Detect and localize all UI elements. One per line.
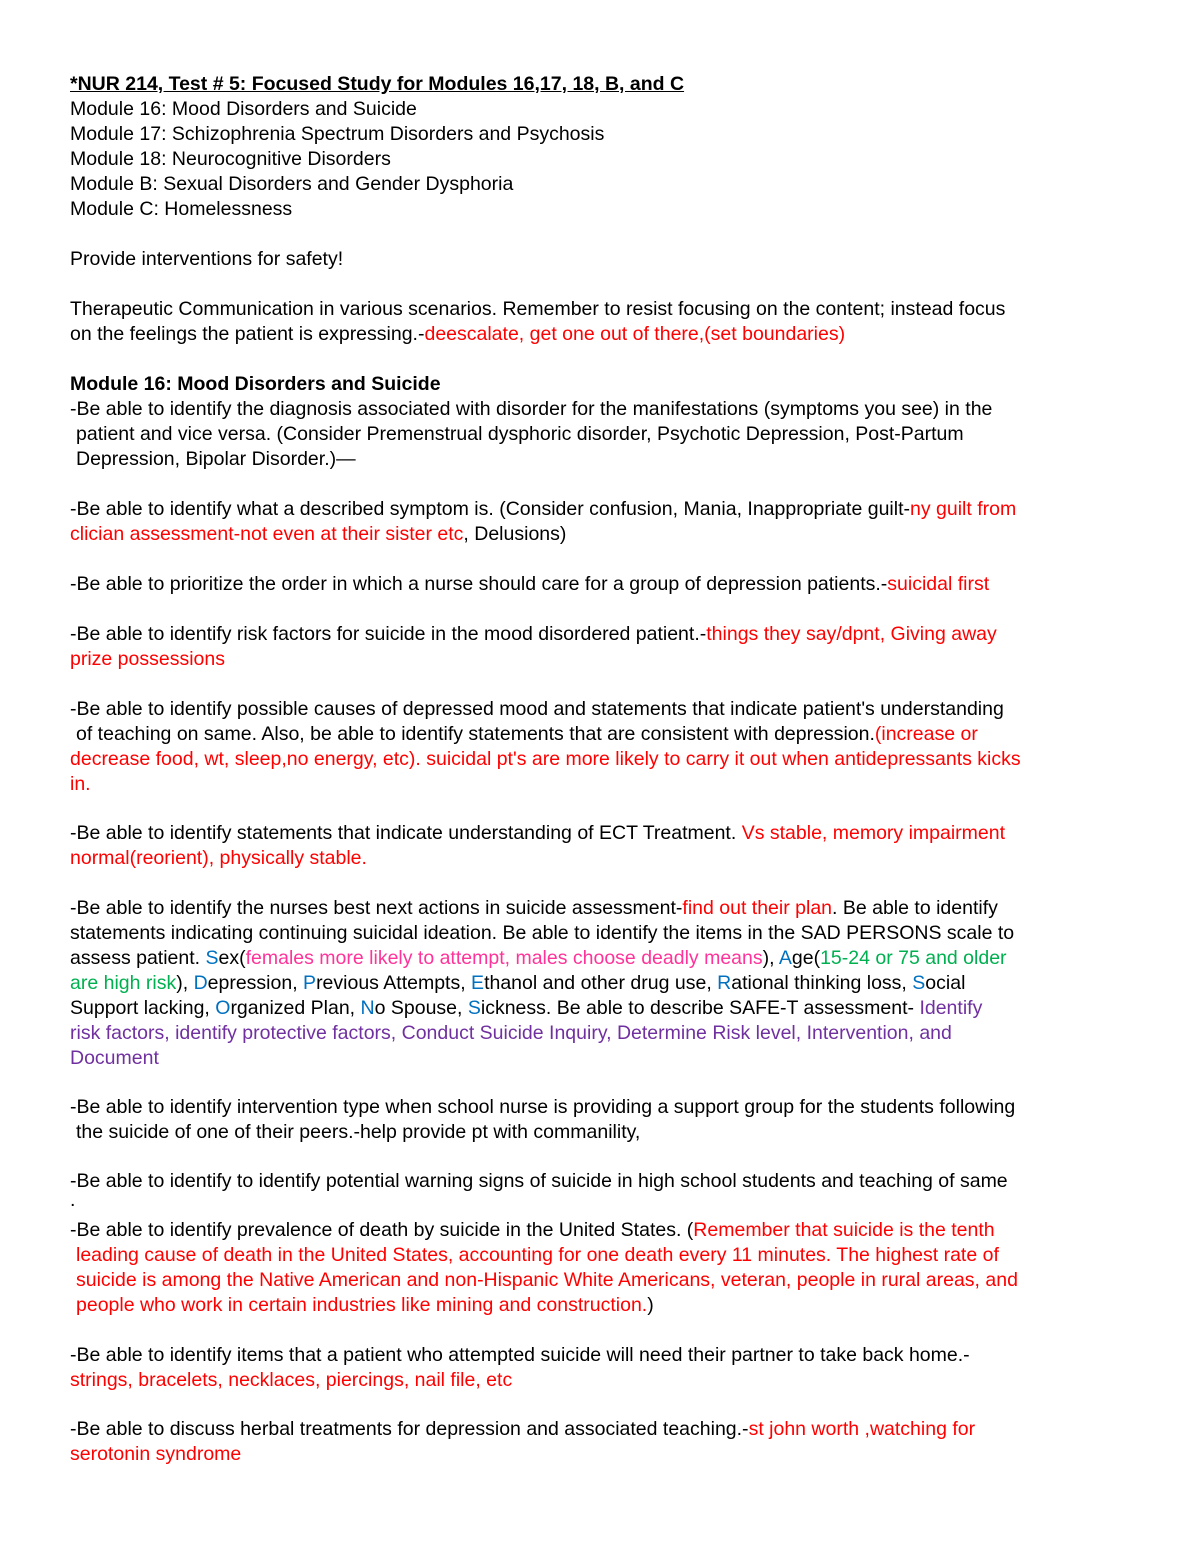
- answer-note: serotonin syndrome: [70, 1443, 242, 1465]
- answer-note: ny guilt from: [910, 498, 1017, 520]
- sad-persons-line: assess patient. Sex(females more likely to attempt, males choose deadly means), Age(15-24 or 75 and older: [70, 947, 1007, 969]
- module-list-item: Module 18: Neurocognitive Disorders: [70, 148, 391, 170]
- module-list-item: Module 17: Schizophrenia Spectrum Disorders and Psychosis: [70, 123, 605, 145]
- answer-note: Identify: [919, 997, 983, 1019]
- bullet-text: of teaching on same. Also, be able to identify statements that are consistent with depression.(increase or: [76, 723, 978, 745]
- module-list-item: Module B: Sexual Disorders and Gender Dysphoria: [70, 173, 514, 195]
- bullet-text: -Be able to identify intervention type when school nurse is providing a support group for the students following: [70, 1096, 1016, 1118]
- bullet-text: statements indicating continuing suicidal ideation. Be able to identify the items in the SAD PERSONS scale to: [70, 922, 1015, 944]
- answer-note: Vs stable, memory impairment: [736, 822, 1006, 844]
- answer-note: Document: [70, 1047, 159, 1069]
- answer-note: are high risk: [70, 972, 177, 994]
- answer-note: suicidal first: [887, 573, 990, 595]
- bullet-text: Depression, Bipolar Disorder.)—: [76, 448, 356, 470]
- communication-paragraph-line: on the feelings the patient is expressing.-deescalate, get one out of there,(set boundaries): [70, 323, 846, 345]
- answer-note: decrease food, wt, sleep,no energy, etc). suicidal pt's are more likely to carry it out when antidepressants kicks: [70, 748, 1021, 770]
- answer-note: people who work in certain industries like mining and construction.): [76, 1294, 654, 1316]
- bullet-text: -Be able to identify possible causes of depressed mood and statements that indicate patient's understanding: [70, 698, 1004, 720]
- answer-note: females more likely to attempt, males choose deadly means: [245, 947, 763, 969]
- bullet-text: the suicide of one of their peers.-help provide pt with commanility,: [76, 1121, 641, 1143]
- sad-persons-line: Support lacking, Organized Plan, No Spouse, Sickness. Be able to describe SAFE-T assessment- Identify: [70, 997, 983, 1019]
- safety-note: Provide interventions for safety!: [70, 248, 344, 270]
- answer-note: 15-24 or 75 and older: [820, 947, 1007, 969]
- answer-note: in.: [70, 773, 91, 795]
- bullet-text: -Be able to identify the nurses best next actions in suicide assessment-find out their plan. Be able to identify: [70, 897, 998, 919]
- communication-paragraph-line: Therapeutic Communication in various scenarios. Remember to resist focusing on the content; instead focus: [70, 298, 1006, 320]
- bullet-text: -Be able to identify risk factors for suicide in the mood disordered patient.-things they say/dpnt, Giving away: [70, 623, 997, 645]
- bullet-text: -Be able to identify to identify potential warning signs of suicide in high school students and teaching of same: [70, 1170, 1008, 1192]
- bullet-text: clician assessment-not even at their sister etc, Delusions): [70, 523, 567, 545]
- answer-note: find out their plan: [682, 897, 833, 919]
- bullet-text: patient and vice versa. (Consider Premenstrual dysphoric disorder, Psychotic Depression, Post-Partum: [76, 423, 964, 445]
- answer-note: (increase or: [874, 723, 978, 745]
- answer-note: prize possessions: [70, 648, 225, 670]
- bullet-text: -Be able to identify prevalence of death by suicide in the United States. (Remember that suicide is the tenth: [70, 1219, 995, 1241]
- answer-note: risk factors, identify protective factors, Conduct Suicide Inquiry, Determine Risk level, Intervention, and: [70, 1022, 952, 1044]
- module-list-item: Module 16: Mood Disorders and Suicide: [70, 98, 417, 120]
- answer-note: strings, bracelets, necklaces, piercings, nail file, etc: [70, 1369, 513, 1391]
- bullet-text: -Be able to identify what a described symptom is. (Consider confusion, Mania, Inappropriate guilt-ny guilt from: [70, 498, 1017, 520]
- document-title: *NUR 214, Test # 5: Focused Study for Modules 16,17, 18, B, and C: [70, 73, 685, 95]
- bullet-text: -Be able to identify statements that indicate understanding of ECT Treatment. Vs stable, memory impairment: [70, 822, 1006, 844]
- bullet-text: -Be able to prioritize the order in which a nurse should care for a group of depression patients.-suicidal first: [70, 573, 990, 595]
- bullet-text: .: [70, 1189, 76, 1211]
- handwritten-note: deescalate, get one out of there,(set boundaries): [424, 323, 846, 345]
- sad-persons-line: are high risk), Depression, Previous Attempts, Ethanol and other drug use, Rational thinking loss, Social: [70, 972, 966, 994]
- answer-note: leading cause of death in the United States, accounting for one death every 11 minutes. The highest rate of: [76, 1244, 999, 1266]
- section-heading: Module 16: Mood Disorders and Suicide: [70, 373, 441, 395]
- answer-note: things they say/dpnt, Giving away: [706, 623, 997, 645]
- answer-note: Remember that suicide is the tenth: [693, 1219, 995, 1241]
- answer-note: suicide is among the Native American and non-Hispanic White Americans, veteran, people in rural areas, and: [76, 1269, 1018, 1291]
- bullet-text: -Be able to identify items that a patient who attempted suicide will need their partner to take back home.-: [70, 1344, 970, 1366]
- bullet-text: -Be able to identify the diagnosis associated with disorder for the manifestations (symptoms you see) in the: [70, 398, 993, 420]
- module-list-item: Module C: Homelessness: [70, 198, 293, 220]
- answer-note: normal(reorient), physically stable.: [70, 847, 367, 869]
- bullet-text: -Be able to discuss herbal treatments for depression and associated teaching.-st john worth ,watching for: [70, 1418, 976, 1440]
- answer-note: clician assessment-not even at their sister etc: [70, 523, 464, 545]
- answer-note: st john worth ,watching for: [748, 1418, 976, 1440]
